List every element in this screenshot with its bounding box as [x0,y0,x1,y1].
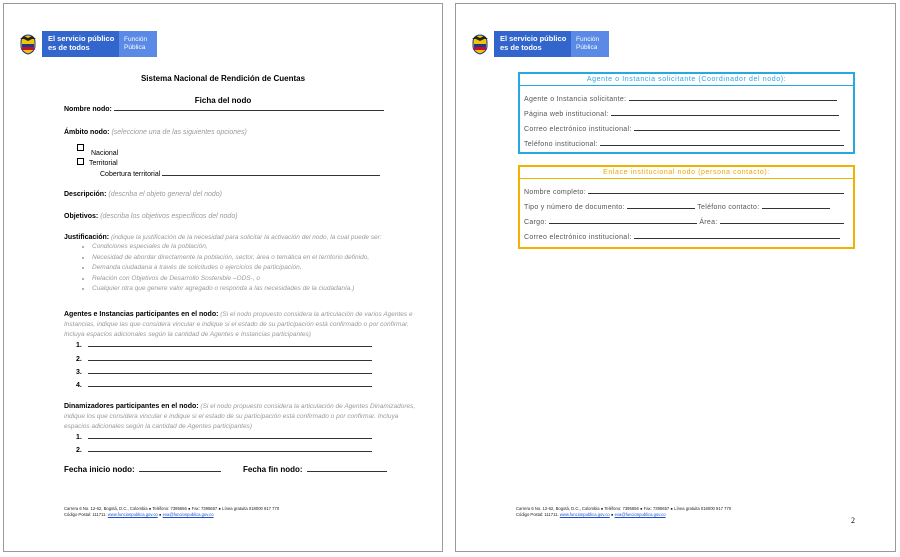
agente-number: 1. [76,342,82,349]
footer-postal: Código Postal: 111711. [64,512,107,517]
colombia-crest-icon [14,31,42,57]
dinamizador-row-2 [76,446,372,454]
form-row [520,107,853,122]
nombre-completo-input-line[interactable] [588,188,844,194]
option-territorial-label: Territorial [88,160,118,167]
form-row [520,200,853,215]
nombre-nodo-label: Nombre nodo: [64,106,112,113]
descripcion-field [64,191,222,198]
colombia-crest-icon [466,31,494,57]
list-item: • Condiciones especiales de la población, [92,242,369,253]
agente-input-line[interactable] [88,381,372,387]
dinamizador-number: 1. [76,434,82,441]
logo-slogan-line1: El servicio público [48,34,115,43]
dinamizador-number: 2. [76,447,82,454]
footer-separator: ● [158,512,162,517]
agente-solicitante-box [518,72,855,154]
agente-input-line[interactable] [88,341,372,347]
footer-contact [64,512,279,518]
agente-row-4 [76,381,372,389]
form-row [520,137,853,152]
logo-slogan [42,31,119,57]
footer-address: Carrera 6 No. 12-62, Bogotá, D.C., Colombia ● Teléfono: 7395656 ● Fax: 7395657 ● Línea gratuita 018000 917 770 [64,506,280,511]
agentes-label: Agentes e Instancias participantes en el nodo: [64,311,219,318]
list-item: • Demanda ciudadana a través de solicitudes o ejercicios de participación, [92,263,369,274]
footer-address: Carrera 6 No. 12-62, Bogotá, D.C., Colombia ● Teléfono: 7395656 ● Fax: 7395657 ● Línea gratuita 018000 917 770 [516,506,732,511]
fecha-fin-field [243,465,387,474]
funcion-publica-logo [14,31,157,57]
logo-slogan-line2: es de todos [500,42,542,52]
form-label: Tipo y número de documento: [524,204,625,211]
logo-brand-line1: Función [576,36,600,43]
dinamizadores-label: Dinamizadores participantes en el nodo: [64,403,199,410]
cargo-input-line[interactable] [549,218,697,224]
form-label: Área: [699,219,718,226]
ambito-nodo-hint: (seleccione una de las siguientes opciones) [111,129,247,136]
footer-separator: ● [610,512,614,517]
nombre-nodo-field [64,105,384,113]
dinamizador-row-1 [76,433,372,441]
enlace-institucional-box [518,165,855,249]
dinamizador-input-line[interactable] [88,446,372,452]
justificacion-hint: (indique la justificación de la necesidad para solicitar la activación del nodo, la cual puede ser: [110,234,382,241]
option-nacional-label: Nacional [91,150,119,157]
form-row [520,92,853,107]
agente-row-1 [76,341,372,349]
dinamizadores-field [64,402,415,432]
descripcion-label: Descripción: [64,191,107,198]
form-label: Teléfono contacto: [697,204,760,211]
justificacion-field [64,234,382,241]
agente-number: 2. [76,356,82,363]
cobertura-field [100,170,380,178]
logo-brand-line1: Función [124,36,148,43]
option-nacional[interactable] [77,144,84,153]
agentes-hint-2: Instancias, indique las que considera vincular e indique si el estado de su participación está confirmado o por confirmar. [64,321,409,328]
objetivos-field [64,213,238,220]
agentes-field [64,310,413,340]
dinamizadores-hint-3: espacios adicionales según la cantidad de Agentes participantes) [64,423,253,430]
document-subtitle: Ficha del nodo [194,96,252,105]
agente-row-3 [76,368,372,376]
list-item: • Necesidad de abordar directamente la población, sector, área o temática en el territorio definido, [92,253,369,264]
agente-number: 3. [76,369,82,376]
form-label: Teléfono institucional: [524,141,598,148]
form-label: Agente o Instancia solicitante: [524,96,627,103]
form-label: Página web institucional: [524,111,609,118]
footer-email-link[interactable]: eva@funcionpublica.gov.co [162,512,214,517]
fecha-inicio-label: Fecha inicio nodo: [64,465,135,474]
justificacion-label: Justificación: [64,234,110,241]
objetivos-label: Objetivos: [64,213,99,220]
documento-input-line[interactable] [627,203,695,209]
footer-website-link[interactable]: www.funcionpublica.gov.co [107,512,158,517]
correo-institucional-input-line[interactable] [634,125,840,131]
pagina-web-input-line[interactable] [611,110,839,116]
ambito-nodo-label: Ámbito nodo: [64,129,110,136]
logo-brand [571,31,609,57]
enlace-institucional-title: Enlace institucional nodo (persona contacto): [520,167,853,179]
option-territorial[interactable] [77,158,118,167]
document-page-1 [3,3,443,552]
page-footer [516,506,731,518]
agente-number: 4. [76,382,82,389]
logo-brand [119,31,157,57]
page-number: 2 [851,516,855,525]
objetivos-hint: (describa los objetivos específicos del nodo) [100,213,238,220]
footer-email-link[interactable]: eva@funcionpublica.gov.co [614,512,666,517]
footer-postal: Código Postal: 111711. [516,512,559,517]
logo-slogan-line2: es de todos [48,42,90,52]
correo-contacto-input-line[interactable] [634,233,840,239]
document-page-2 [455,3,896,552]
territorial-checkbox[interactable] [77,158,84,165]
form-label: Correo electrónico institucional: [524,234,632,241]
ambito-nodo-field [64,129,247,136]
footer-contact [516,512,731,518]
form-label: Nombre completo: [524,189,586,196]
telefono-institucional-input-line[interactable] [600,140,844,146]
form-row [520,230,853,245]
form-row [520,122,853,137]
telefono-contacto-input-line[interactable] [762,203,830,209]
logo-brand-line2: Pública [124,43,146,51]
fecha-fin-label: Fecha fin nodo: [243,465,303,474]
list-item: • Relación con Objetivos de Desarrollo Sostenible –ODS-, o [92,274,369,285]
dinamizador-input-line[interactable] [88,433,372,439]
agente-solicitante-title: Agente o Instancia solicitante (Coordinador del nodo): [520,74,853,86]
form-row [520,185,853,200]
nombre-nodo-input-line[interactable] [114,105,384,111]
fecha-inicio-input-line[interactable] [139,466,221,472]
agente-row-2 [76,355,372,363]
agente-input-line[interactable] [88,368,372,374]
list-item: • Cualquier otra que genere valor agregado o responda a las necesidades de la ciudadanía.) [92,284,369,295]
fecha-fin-input-line[interactable] [307,466,387,472]
area-input-line[interactable] [720,218,844,224]
logo-slogan-line1: El servicio público [500,34,567,43]
logo-brand-line2: Pública [576,43,598,51]
page-footer [64,506,279,518]
agente-instancia-input-line[interactable] [629,95,837,101]
document-title: Sistema Nacional de Rendición de Cuentas [140,74,306,83]
footer-website-link[interactable]: www.funcionpublica.gov.co [559,512,610,517]
form-row [520,215,853,230]
justificacion-list [74,242,369,295]
agentes-hint-3: Incluya espacios adicionales según la cantidad de Agentes e Instancias participantes) [64,331,311,338]
agente-input-line[interactable] [88,355,372,361]
agentes-hint-1: (Si el nodo propuesto considera la articulación de varios Agentes e [220,311,413,318]
funcion-publica-logo [466,31,609,57]
logo-slogan [494,31,571,57]
descripcion-hint: (describa el objeto general del nodo) [108,191,222,198]
cobertura-label: Cobertura territorial [100,171,161,178]
nacional-checkbox[interactable] [77,144,84,151]
form-label: Correo electrónico institucional: [524,126,632,133]
dinamizadores-hint-2: indique los que considera vincular e indique si el estado de su participación está confirmado o por confirmar. Incluya [64,413,399,420]
fecha-inicio-field [64,465,221,474]
form-label: Cargo: [524,219,547,226]
cobertura-input-line[interactable] [162,170,380,176]
dinamizadores-hint-1: (Si el nodo propuesto considera la articulación de Agentes Dinamizadores, [200,403,416,410]
